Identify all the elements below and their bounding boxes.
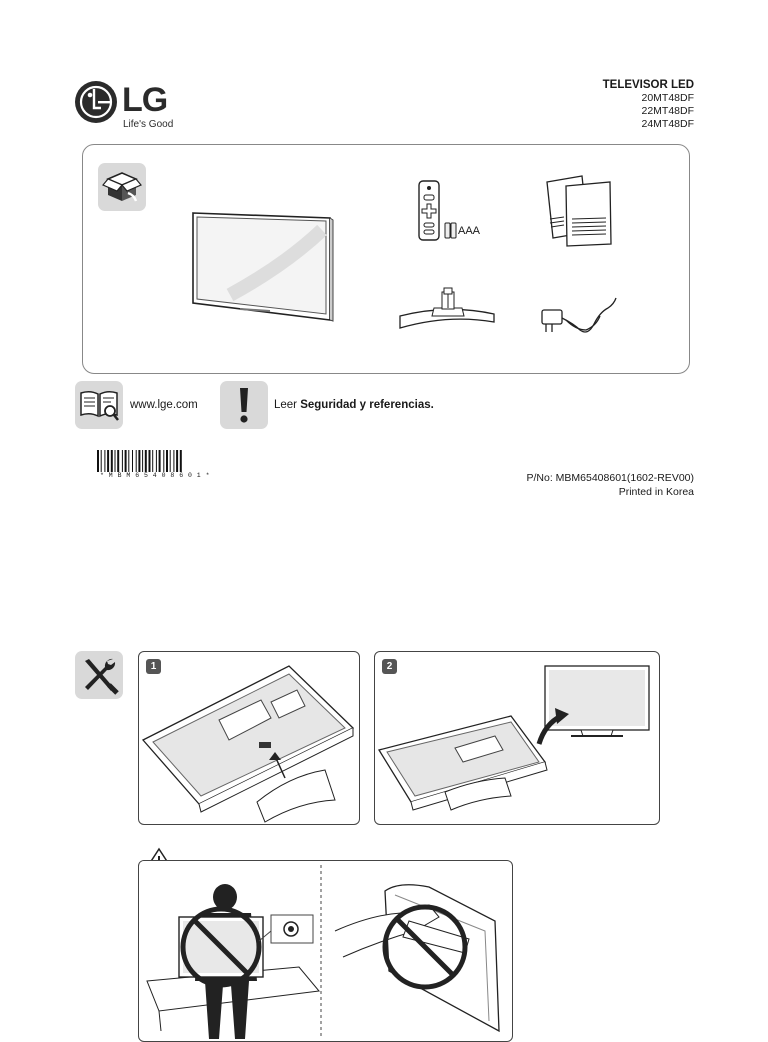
brand-name: LG <box>122 81 168 119</box>
step-2-illustration <box>375 652 659 824</box>
warning-icon-box <box>220 381 268 429</box>
model-number: 20MT48DF <box>641 92 694 104</box>
assembly-step-1-panel <box>138 651 360 825</box>
safety-note-prefix: Leer <box>274 399 301 411</box>
caution-panel <box>138 860 513 1042</box>
product-header <box>603 79 694 131</box>
tools-icon <box>75 651 123 699</box>
package-icon-box <box>98 163 146 211</box>
manual-icon <box>75 381 123 429</box>
assembly-step-2-panel <box>374 651 660 825</box>
step-badge: 1 <box>146 659 161 674</box>
barcode-text: * M B M 6 5 4 0 8 6 0 1 * <box>99 472 211 479</box>
barcode <box>96 450 214 472</box>
stand-base-illustration <box>398 286 498 332</box>
tv-monitor-illustration <box>190 210 335 325</box>
product-title: TELEVISOR LED <box>602 79 694 91</box>
step-1-illustration <box>139 652 359 824</box>
model-number: 22MT48DF <box>641 105 694 117</box>
package-icon <box>98 163 146 211</box>
warning-exclamation-icon <box>220 381 268 429</box>
caution-illustration <box>139 861 512 1041</box>
part-number: P/No: MBM65408601(1602-REV00) <box>526 472 694 484</box>
safety-note <box>274 399 434 411</box>
step-badge: 2 <box>382 659 397 674</box>
part-number-block <box>526 471 694 499</box>
safety-note-title: Seguridad y referencias. <box>300 399 434 411</box>
lg-logo-icon <box>74 80 118 124</box>
tools-icon-box <box>75 651 123 699</box>
printed-in: Printed in Korea <box>618 486 694 498</box>
website-link[interactable]: www.lge.com <box>130 399 198 411</box>
battery-label: AAA <box>458 225 481 237</box>
manual-documents-illustration <box>544 174 614 248</box>
model-number: 24MT48DF <box>641 118 694 130</box>
power-adapter-illustration <box>536 294 620 338</box>
manual-icon-box <box>75 381 123 429</box>
brand-tagline: Life's Good <box>123 119 174 130</box>
